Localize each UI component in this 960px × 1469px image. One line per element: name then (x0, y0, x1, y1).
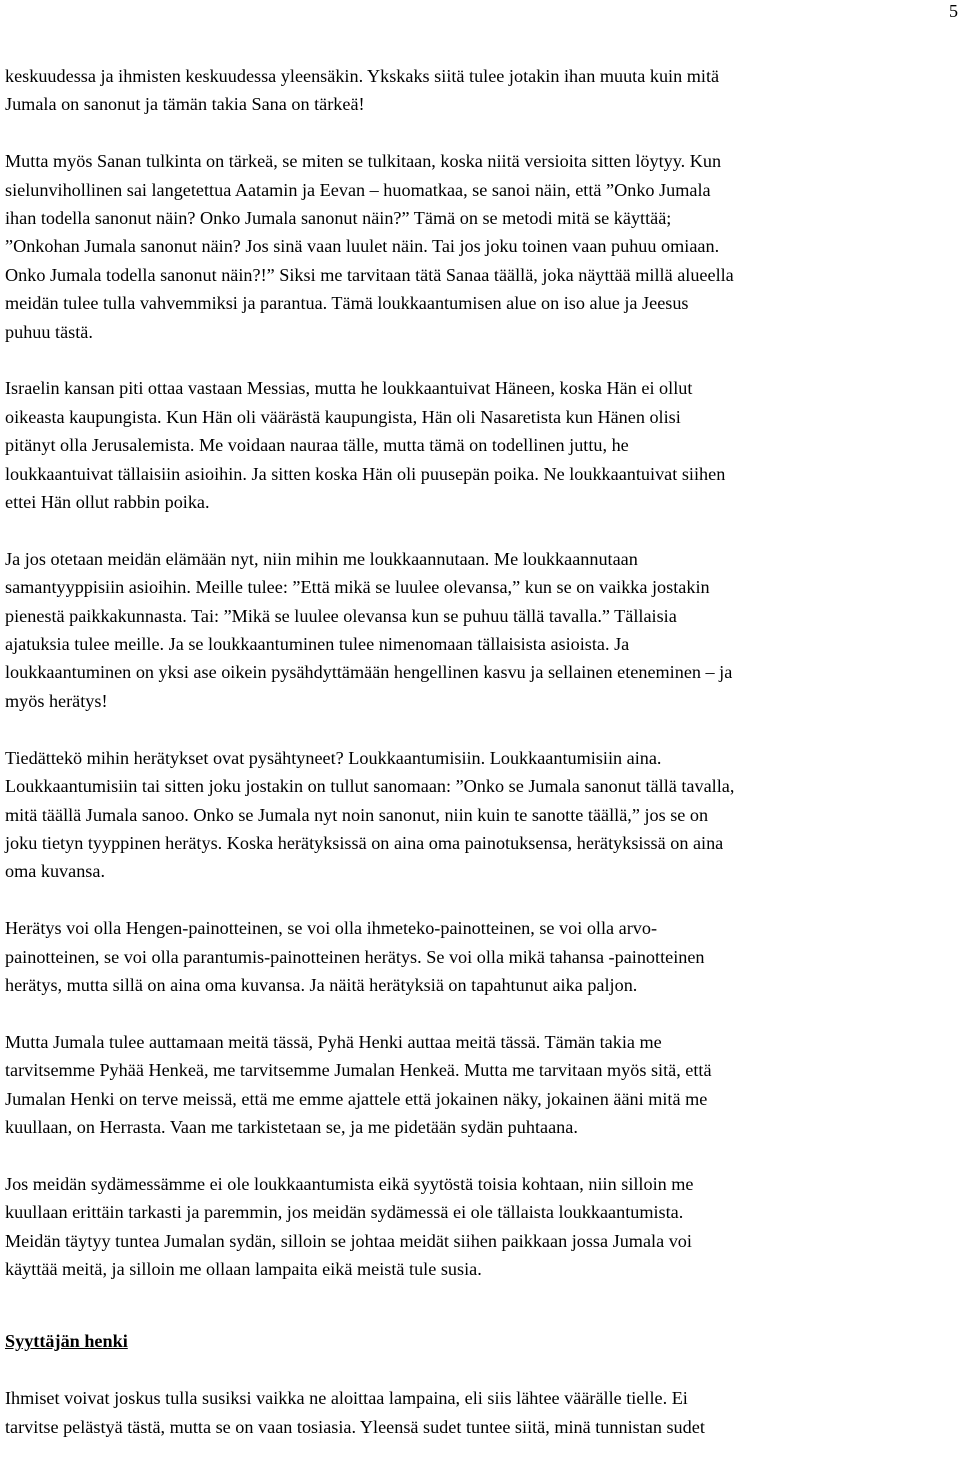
paragraph-4 (5, 545, 957, 715)
text-line: oikeasta kaupungista. Kun Hän oli väärästä kaupungista, Hän oli Nasaretista kun Hänen olisi (5, 406, 681, 427)
paragraph-3 (5, 374, 957, 516)
text-line: joku tietyn tyyppinen herätys. Koska herätyksissä on aina oma painotuksensa, herätyksissä on aina (5, 832, 724, 853)
text-line: puhuu tästä. (5, 321, 93, 342)
paragraph-1 (5, 62, 957, 119)
paragraph-5 (5, 744, 957, 886)
text-line: pitänyt olla Jerusalemista. Me voidaan nauraa tälle, mutta tämä on todellinen juttu, he (5, 435, 629, 456)
text-line: ihan todella sanonut näin? Onko Jumala sanonut näin?” Tämä on se metodi mitä se käyttää; (5, 208, 672, 229)
text-line: Meidän täytyy tuntea Jumalan sydän, silloin se johtaa meidät siihen paikkaan jossa Jumala voi (5, 1230, 692, 1251)
text-line: Jos meidän sydämessämme ei ole loukkaantumista eikä syytöstä toisia kohtaan, niin silloin me (5, 1173, 694, 1194)
text-line: Jumala on sanonut ja tämän takia Sana on tärkeä! (5, 94, 365, 115)
text-line: Onko Jumala todella sanonut näin?!” Siksi me tarvitaan tätä Sanaa täällä, joka näyttää millä alueella (5, 264, 734, 285)
text-line: ”Onkohan Jumala sanonut näin? Jos sinä vaan luulet näin. Tai jos joku toinen vaan puhuu omiaan. (5, 236, 720, 257)
text-line: Ja jos otetaan meidän elämään nyt, niin mihin me loukkaannutaan. Me loukkaannutaan (5, 548, 638, 569)
text-line: keskuudessa ja ihmisten keskuudessa yleensäkin. Ykskaks siitä tulee jotakin ihan muuta kuin mitä (5, 66, 720, 86)
text-line: loukkaantuminen on yksi ase oikein pysähdyttämään hengellinen kasvu ja sellainen eteneminen – ja (5, 662, 733, 683)
text-line: Loukkaantumisiin tai sitten joku jostakin on tullut sanomaan: ”Onko se Jumala sanonut tällä tavalla, (5, 776, 735, 797)
text-line: loukkaantuivat tällaisiin asioihin. Ja sitten koska Hän oli puusepän poika. Ne loukkaantuivat siihen (5, 463, 726, 484)
text-line: käyttää meitä, ja silloin me ollaan lampaita eikä meistä tule susia. (5, 1258, 482, 1279)
text-line: myös herätys! (5, 690, 108, 711)
text-line: ettei Hän ollut rabbin poika. (5, 492, 210, 513)
text-line: mitä täällä Jumala sanoo. Onko se Jumala nyt noin sanonut, niin kuin te sanotte täällä,” jos se on (5, 804, 709, 825)
paragraph-7 (5, 1028, 957, 1142)
paragraph-2 (5, 147, 957, 346)
text-line: kuullaan, on Herrasta. Vaan me tarkistetaan se, ja me pidetään sydän puhtaana. (5, 1116, 578, 1137)
paragraph-8 (5, 1170, 957, 1284)
text-line: Herätys voi olla Hengen-painotteinen, se voi olla ihmeteko-painotteinen, se voi olla arvo- (5, 918, 658, 939)
text-line: meidän tulee tulla vahvemmiksi ja parantua. Tämä loukkaantumisen alue on iso alue ja Jeesus (5, 293, 689, 314)
text-line: samantyyppisiin asioihin. Meille tulee: ”Että mikä se luulee olevansa,” kun se on vaikka jostakin (5, 577, 710, 598)
text-line: painotteinen, se voi olla parantumis-painotteinen herätys. Se voi olla mikä tahansa -painotteinen (5, 946, 705, 967)
page-number: 5 (949, 1, 958, 21)
paragraph-6 (5, 914, 957, 999)
text-line: Jumalan Henki on terve meissä, että me emme ajattele että jokainen näky, jokainen ääni mitä me (5, 1088, 708, 1109)
text-line: Tiedättekö mihin herätykset ovat pysähtyneet? Loukkaantumisiin. Loukkaantumisiin aina. (5, 747, 662, 768)
text-line: ajatuksia tulee meille. Ja se loukkaantuminen tulee nimenomaan tällaisista asioista. Ja (5, 634, 630, 655)
text-line: sielunvihollinen sai langetettua Aatamin ja Eevan – huomatkaa, se sanoi näin, että ”Onko Jumala (5, 179, 711, 200)
document-body (5, 62, 957, 1469)
text-line: Mutta myös Sanan tulkinta on tärkeä, se miten se tulkitaan, koska niitä versioita sitten löytyy. Kun (5, 151, 722, 172)
final-paragraph (5, 1384, 957, 1441)
text-line: pienestä paikkakunnasta. Tai: ”Mikä se luulee olevansa kun se puhuu tällä tavalla.” Tällaisia (5, 605, 677, 626)
text-line: Ihmiset voivat joskus tulla susiksi vaikka ne aloittaa lampaina, eli siis lähtee väärälle tielle. Ei (5, 1388, 688, 1409)
text-line: oma kuvansa. (5, 861, 106, 882)
text-line: tarvitsemme Pyhää Henkeä, me tarvitsemme Jumalan Henkeä. Mutta me tarvitaan myös sitä, että (5, 1060, 712, 1081)
section-heading: Syyttäjän henki (5, 1331, 128, 1352)
text-line: tarvitse pelästyä tästä, mutta se on vaan tosiasia. Yleensä sudet tuntee siitä, minä tunnistan sudet (5, 1416, 705, 1437)
text-line: kuullaan erittäin tarkasti ja paremmin, jos meidän sydämessä ei ole tällaista loukkaantumista. (5, 1202, 684, 1223)
text-line: Israelin kansan piti ottaa vastaan Messias, mutta he loukkaantuivat Häneen, koska Hän ei ollut (5, 378, 693, 399)
text-line: herätys, mutta sillä on aina oma kuvansa. Ja näitä herätyksiä on tapahtunut aika paljon. (5, 974, 638, 995)
text-line: Mutta Jumala tulee auttamaan meitä tässä, Pyhä Henki auttaa meitä tässä. Tämän takia me (5, 1031, 662, 1052)
